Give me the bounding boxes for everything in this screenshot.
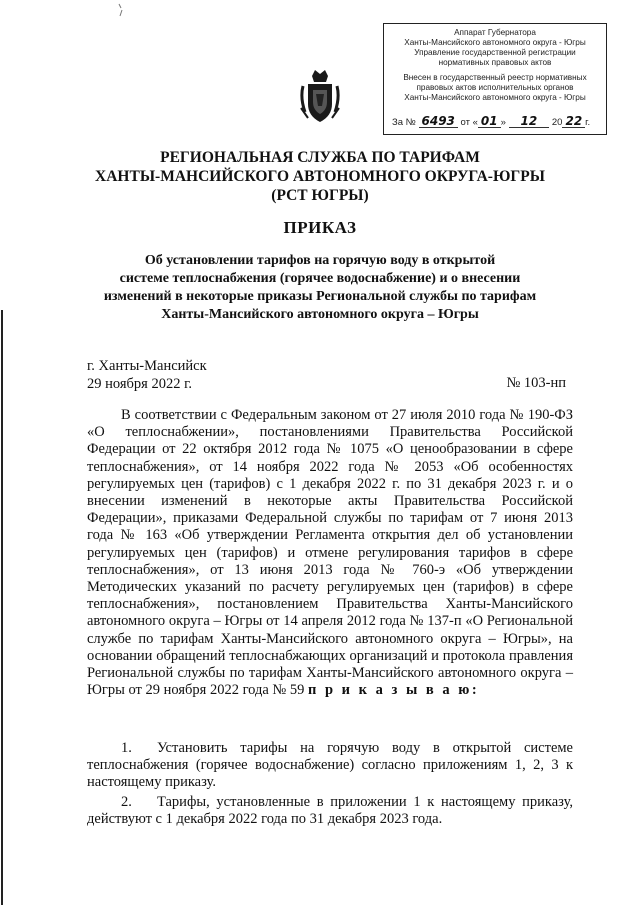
- order-item: [87, 740, 573, 792]
- stamp-line: правовых актов исполнительных органов: [416, 83, 574, 92]
- preamble: [87, 407, 573, 699]
- stamp-line: Управление государственной регистрации: [414, 48, 576, 57]
- order-items: [87, 740, 573, 830]
- stamp-register-note: [384, 73, 606, 103]
- item-text: Тарифы, установленные в приложении 1 к настоящему приказу, действуют с 1 декабря 2022 года по 31 декабря 2023 года.: [87, 793, 573, 827]
- document-subject: [0, 252, 640, 324]
- item-number: 1.: [121, 740, 132, 756]
- order-item: [87, 794, 573, 828]
- subject-line: системе теплоснабжения (горячее водоснабжение) и о внесении: [119, 271, 521, 286]
- subject-line: Об установлении тарифов на горячую воду в открытой: [144, 253, 496, 268]
- item-number: 2.: [121, 793, 132, 810]
- stamp-authority: [384, 28, 606, 68]
- registration-stamp: [383, 23, 607, 135]
- scan-edge-line: [1, 310, 3, 905]
- organization-title: [0, 148, 640, 205]
- subject-line: Ханты-Мансийского автономного округа – Югры: [161, 307, 479, 322]
- stamp-line: Ханты-Мансийского автономного округа - Югры: [404, 93, 586, 102]
- org-line: РЕГИОНАЛЬНАЯ СЛУЖБА ПО ТАРИФАМ: [160, 149, 480, 166]
- reg-month-handwritten: 12: [509, 116, 550, 128]
- document-date: 29 ноября 2022 г.: [87, 376, 193, 392]
- preamble-paragraph: [87, 407, 573, 699]
- subject-line: изменений в некоторые приказы Региональной службы по тарифам: [103, 289, 537, 304]
- reg-day-handwritten: 01: [478, 116, 501, 128]
- city: г. Ханты-Мансийск: [87, 358, 207, 374]
- scan-speck: [117, 2, 125, 20]
- item-text: Установить тарифы на горячую воду в открытой системе теплоснабжения (горячее водоснабжение) согласно приложениям 1, 2, 3 к настоящему приказу.: [87, 740, 573, 791]
- stamp-line: Ханты-Мансийского автономного округа - Югры: [404, 38, 586, 47]
- stamp-line: Аппарат Губернатора: [454, 28, 536, 37]
- stamp-line: Внесен в государственный реестр нормативных: [403, 73, 587, 82]
- coat-of-arms-emblem: [299, 68, 341, 126]
- document-type: ПРИКАЗ: [283, 218, 357, 237]
- reg-year-handwritten: 22: [562, 116, 585, 128]
- stamp-line: нормативных правовых актов: [438, 58, 552, 67]
- reg-prefix: За №: [392, 117, 416, 128]
- reg-number-handwritten: 6493: [419, 116, 458, 128]
- reg-suffix: г.: [585, 117, 591, 128]
- document-number: № 103-нп: [506, 375, 566, 391]
- preamble-text: В соответствии с Федеральным законом от 27 июля 2010 года № 190-ФЗ «О теплоснабжении», постановлениями Правительства Российской Федерации от 22 октября 2012 года № 1075 «О ценообразовании в сфере теплоснабжения», от 14 ноября 2022 года № 2053 «Об особенностях регулируемых цен (тарифов) с 1 декабря 2022 г. по 31 декабря 2023 г. и о внесении изменений в некоторые акты Правительства Российской Федерации», приказами Федеральной службы по тарифам от 7 июня 2013 года № 163 «Об утверждении Регламента открытия дел об установлении регулируемых цен (тарифов) и отмене регулирования тарифов в сфере теплоснабжения», от 13 июня 2013 года № 760-э «Об утверждении Методических указаний по расчету регулируемых цен (тарифов) в сфере теплоснабжения», постановлением Правительства Ханты-Мансийского автономного округа – Югры от 14 апреля 2012 года № 137-п «О Региональной службе по тарифам Ханты-Мансийского автономного округа – Югры», на основании обращений теплоснабжающих организаций и протокола правления Региональной службы по тарифам Ханты-Мансийского автономного округа – Югры от 29 ноября 2022 года № 59: [87, 407, 573, 699]
- stamp-registration-line: [392, 116, 602, 128]
- order-word: п р и к а з ы в а ю:: [308, 682, 480, 699]
- org-line: (РСТ ЮГРЫ): [271, 187, 369, 204]
- reg-year-prefix: 20: [551, 117, 563, 128]
- reg-from: от «: [460, 117, 478, 128]
- org-line: ХАНТЫ-МАНСИЙСКОГО АВТОНОМНОГО ОКРУГА-ЮГРЫ: [95, 168, 545, 185]
- place-and-date: [87, 357, 207, 393]
- reg-sep: »: [500, 117, 506, 128]
